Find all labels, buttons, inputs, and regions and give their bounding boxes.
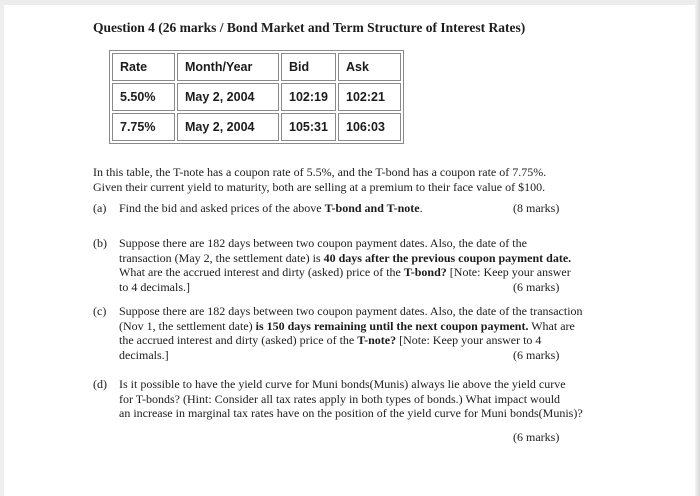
part-b-line2-prefix: transaction (May 2, the settlement date) is bbox=[119, 250, 324, 265]
part-c-line2-bold: is 150 days remaining until the next coupon payment. bbox=[255, 318, 529, 333]
part-b-line: Suppose there are 182 days between two coupon payment dates. Also, the date of the bbox=[119, 236, 527, 250]
header-ask: Ask bbox=[338, 53, 401, 81]
page-left-edge bbox=[0, 0, 4, 496]
part-d-text bbox=[119, 377, 583, 421]
intro-paragraph bbox=[93, 165, 546, 194]
part-b-line bbox=[119, 265, 571, 280]
part-d-label: (d) bbox=[93, 377, 107, 391]
cell-month-year: May 2, 2004 bbox=[177, 83, 279, 111]
part-c-line2-suffix: What are bbox=[528, 318, 575, 333]
part-a-text-suffix: . bbox=[419, 201, 423, 215]
part-a-text bbox=[119, 201, 423, 216]
page-right-edge bbox=[695, 0, 700, 496]
part-d-line: Is it possible to have the yield curve for Muni bonds(Munis) always lie above the yield curve bbox=[119, 377, 566, 391]
part-a-marks: (8 marks) bbox=[513, 201, 560, 215]
part-b-line: to 4 decimals.] bbox=[119, 279, 190, 294]
question-title: Question 4 (26 marks / Bond Market and Term Structure of Interest Rates) bbox=[93, 20, 526, 35]
part-d-marks: (6 marks) bbox=[513, 430, 560, 444]
part-b-line3-bold: T-bond? bbox=[403, 265, 447, 279]
header-rate: Rate bbox=[112, 53, 175, 81]
part-c-line: Suppose there are 182 days between two coupon payment dates. Also, the date of the transaction bbox=[119, 304, 583, 318]
part-c-line bbox=[119, 333, 583, 348]
bond-price-table bbox=[109, 50, 404, 144]
cell-ask: 106:03 bbox=[338, 113, 401, 141]
part-b-line2-bold: 40 days after the previous coupon payment date. bbox=[323, 250, 572, 265]
cell-bid: 102:19 bbox=[281, 83, 336, 111]
part-a-text-bold: T-bond and T-note bbox=[324, 201, 420, 215]
part-c-label: (c) bbox=[93, 304, 107, 318]
part-b-label: (b) bbox=[93, 236, 107, 250]
table-row bbox=[112, 83, 401, 111]
header-bid: Bid bbox=[281, 53, 336, 81]
part-b-text bbox=[119, 236, 571, 294]
cell-ask: 102:21 bbox=[338, 83, 401, 111]
cell-rate: 5.50% bbox=[112, 83, 175, 111]
part-c-line3-bold: T-note? bbox=[357, 333, 397, 347]
part-b-line3-prefix: What are the accrued interest and dirty (asked) price of the bbox=[119, 265, 404, 279]
table-header-row bbox=[112, 53, 401, 81]
part-c-line bbox=[119, 319, 583, 334]
cell-month-year: May 2, 2004 bbox=[177, 113, 279, 141]
part-a-text-prefix: Find the bid and asked prices of the above bbox=[119, 201, 325, 215]
page-top-edge bbox=[0, 0, 700, 5]
table-row bbox=[112, 113, 401, 141]
cell-rate: 7.75% bbox=[112, 113, 175, 141]
intro-line: Given their current yield to maturity, both are selling at a premium to their face value of $100. bbox=[93, 179, 546, 194]
part-b-marks: (6 marks) bbox=[513, 279, 560, 294]
part-d-line: for T-bonds? (Hint: Consider all tax rates apply in both types of bonds.) What impact would bbox=[119, 391, 561, 406]
part-b-line3-suffix: [Note: Keep your answer bbox=[446, 265, 571, 279]
part-c-marks: (6 marks) bbox=[513, 347, 560, 362]
part-b-line bbox=[119, 251, 571, 266]
part-d-line: an increase in marginal tax rates have on the position of the yield curve for Muni bonds(Munis)? bbox=[119, 406, 583, 420]
part-c-line3-suffix: [Note: Keep your answer to 4 bbox=[396, 333, 542, 347]
cell-bid: 105:31 bbox=[281, 113, 336, 141]
intro-line: In this table, the T-note has a coupon rate of 5.5%, and the T-bond has a coupon rate of 7.75%. bbox=[93, 165, 547, 179]
part-c-line3-prefix: the accrued interest and dirty (asked) price of the bbox=[119, 333, 358, 347]
header-month-year: Month/Year bbox=[177, 53, 279, 81]
part-c-line2-prefix: (Nov 1, the settlement date) bbox=[119, 318, 256, 333]
part-a-label: (a) bbox=[93, 201, 107, 215]
part-c-line: decimals.] bbox=[119, 347, 169, 362]
